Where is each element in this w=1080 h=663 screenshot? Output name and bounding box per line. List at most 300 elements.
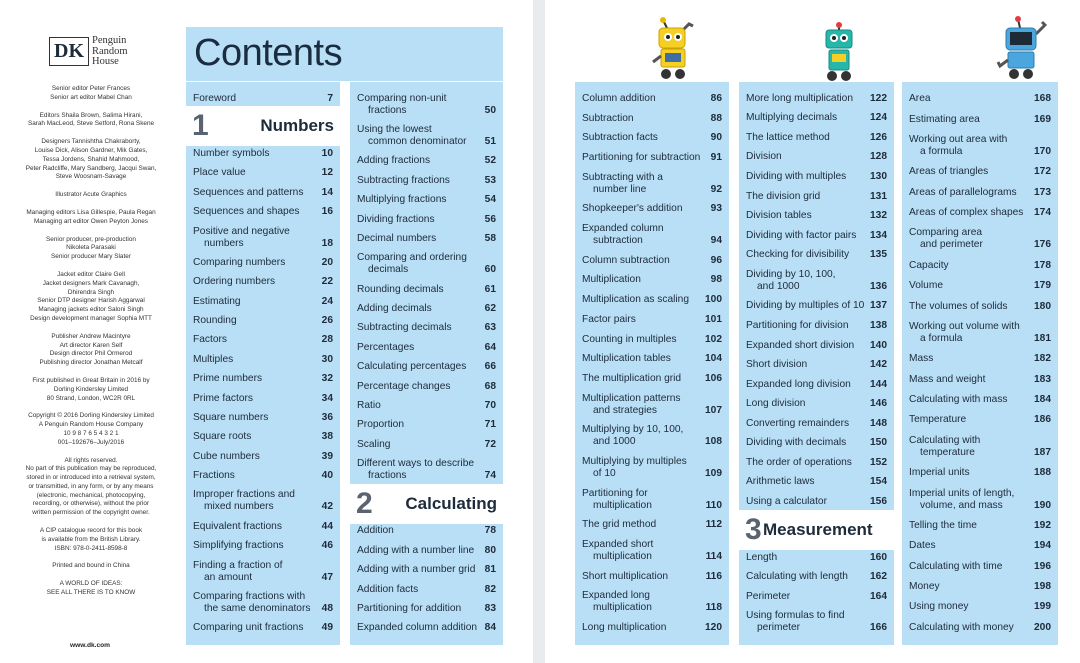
toc-entry[interactable] xyxy=(357,439,496,451)
toc-entry[interactable] xyxy=(909,280,1051,292)
toc-entry[interactable] xyxy=(746,320,887,332)
toc-entry-title: Multiplying by multiples xyxy=(582,455,687,467)
toc-entry-title: Adding decimals xyxy=(357,303,432,315)
toc-entry[interactable] xyxy=(746,340,887,352)
toc-page-number: 71 xyxy=(484,419,496,431)
toc-entry[interactable] xyxy=(582,132,722,144)
toc-entry-title: and strategies xyxy=(593,404,657,416)
toc-entry[interactable] xyxy=(357,525,496,537)
toc-entry[interactable] xyxy=(357,342,496,354)
toc-entry-title: Long division xyxy=(746,398,806,410)
credits-line: Sarah MacLeod, Steve Setford, Rona Skene xyxy=(27,120,155,128)
toc-entry[interactable] xyxy=(909,467,1051,479)
toc-entry-title: Areas of parallelograms xyxy=(909,186,1017,198)
toc-page-number: 184 xyxy=(1034,394,1051,406)
toc-page-number: 32 xyxy=(321,373,333,385)
toc-entry[interactable] xyxy=(357,381,496,393)
section-number: 1 xyxy=(192,109,209,143)
credits-line: Steve Woosnam-Savage xyxy=(55,173,127,181)
toc-entry[interactable] xyxy=(193,226,333,250)
toc-entry[interactable] xyxy=(357,584,496,596)
toc-page-number: 142 xyxy=(870,359,887,371)
toc-entry[interactable] xyxy=(582,223,722,247)
toc-entry[interactable] xyxy=(193,334,333,346)
toc-entry[interactable] xyxy=(746,300,887,312)
toc-entry-title: Temperature xyxy=(909,414,967,426)
toc-entry[interactable] xyxy=(357,400,496,412)
toc-entry[interactable] xyxy=(193,622,333,634)
credits-line: SEE ALL THERE IS TO KNOW xyxy=(46,589,136,597)
toc-entry-title: Partitioning for xyxy=(582,487,648,499)
credits-block xyxy=(16,85,166,103)
toc-page-number: 186 xyxy=(1034,414,1051,426)
toc-entry[interactable] xyxy=(193,591,333,615)
credits-block xyxy=(16,527,166,553)
toc-page-number: 180 xyxy=(1034,300,1051,312)
toc-entry[interactable] xyxy=(909,301,1051,313)
toc-entry[interactable] xyxy=(582,314,722,326)
toc-page-number: 169 xyxy=(1034,113,1051,125)
credits-line: Tessa Jordens, Shahid Mahmood, xyxy=(42,155,140,163)
credits-line: ISBN: 978-0-2411-8598-8 xyxy=(54,544,128,552)
toc-entry-title: Short division xyxy=(746,359,808,371)
toc-entry[interactable] xyxy=(909,520,1051,532)
toc-entry-title: Expanded short xyxy=(582,539,654,551)
toc-entry[interactable] xyxy=(746,171,887,183)
toc-page-number: 82 xyxy=(484,583,496,595)
toc-entry[interactable] xyxy=(746,191,887,203)
toc-entry[interactable] xyxy=(582,334,722,346)
credits-line: 10 9 8 7 6 5 4 3 2 1 xyxy=(63,429,119,437)
toc-page-number: 192 xyxy=(1034,519,1051,531)
toc-entry[interactable] xyxy=(357,194,496,206)
toc-entry[interactable] xyxy=(193,93,333,105)
toc-entry[interactable] xyxy=(193,257,333,269)
toc-page-number: 100 xyxy=(705,294,722,306)
toc-entry[interactable] xyxy=(909,394,1051,406)
toc-entry-title: Number symbols xyxy=(193,148,270,160)
toc-entry[interactable] xyxy=(909,353,1051,365)
toc-entry[interactable] xyxy=(746,210,887,222)
toc-entry[interactable] xyxy=(909,435,1051,459)
toc-entry[interactable] xyxy=(582,373,722,385)
toc-entry-title: Adding fractions xyxy=(357,155,431,167)
toc-entry[interactable] xyxy=(582,519,722,531)
toc-entry-title: Multiplying fractions xyxy=(357,194,447,206)
toc-entry-title: Length xyxy=(746,551,778,563)
toc-page-number: 70 xyxy=(484,399,496,411)
toc-entry-title: Calculating with mass xyxy=(909,394,1008,406)
toc-entry[interactable] xyxy=(582,353,722,365)
credits-line: Designers Tannishtha Chakraborty, xyxy=(41,138,141,146)
toc-entry[interactable] xyxy=(193,206,333,218)
toc-entry[interactable] xyxy=(357,303,496,315)
toc-page-number: 137 xyxy=(870,300,887,312)
toc-entry[interactable] xyxy=(746,457,887,469)
toc-entry-title: Partitioning for subtraction xyxy=(582,151,701,163)
toc-entry[interactable] xyxy=(746,230,887,242)
toc-page-number: 51 xyxy=(484,136,496,148)
toc-page-number: 190 xyxy=(1034,499,1051,511)
toc-page-number: 40 xyxy=(321,470,333,482)
toc-page-number: 118 xyxy=(705,602,722,614)
toc-entry-title: Adding with a number line xyxy=(357,544,475,556)
toc-entry[interactable] xyxy=(357,622,496,634)
toc-entry-title: Estimating area xyxy=(909,113,980,125)
robot-blue-icon xyxy=(996,16,1050,82)
toc-entry[interactable] xyxy=(357,564,496,576)
toc-entry[interactable] xyxy=(582,113,722,125)
toc-entry-title: Positive and negative xyxy=(193,225,290,237)
toc-entry-title: Sequences and shapes xyxy=(193,206,300,218)
credits-block xyxy=(16,191,166,200)
toc-entry[interactable] xyxy=(746,249,887,261)
toc-entry[interactable] xyxy=(909,622,1051,634)
toc-entry-title: Prime factors xyxy=(193,392,254,404)
credits-line: recording, or otherwise), without the prior xyxy=(32,500,150,508)
toc-page-number: 174 xyxy=(1034,207,1051,219)
toc-entry[interactable] xyxy=(746,151,887,163)
credits-block xyxy=(16,377,166,403)
toc-entry[interactable] xyxy=(357,284,496,296)
credits-line: Dhirendra Singh xyxy=(67,288,115,296)
toc-entry[interactable] xyxy=(746,591,887,603)
toc-entry[interactable] xyxy=(193,315,333,327)
toc-page-number: 196 xyxy=(1034,560,1051,572)
toc-entry[interactable] xyxy=(746,418,887,430)
toc-entry[interactable] xyxy=(357,155,496,167)
toc-entry[interactable] xyxy=(909,540,1051,552)
toc-page-number: 86 xyxy=(710,92,722,104)
credits-line: Senior art editor Mabel Chan xyxy=(50,93,132,101)
toc-page-number: 53 xyxy=(484,174,496,186)
toc-entry[interactable] xyxy=(193,540,333,552)
toc-entry[interactable] xyxy=(746,571,887,583)
toc-entry[interactable] xyxy=(582,539,722,563)
publisher-name: Penguin Random House xyxy=(92,35,128,67)
credits-block xyxy=(16,333,166,368)
toc-entry-title: volume, and mass xyxy=(920,499,1003,511)
toc-entry-title: Mass and weight xyxy=(909,373,986,385)
toc-entry[interactable] xyxy=(193,276,333,288)
toc-entry-title: Prime numbers xyxy=(193,373,263,385)
toc-page-number: 49 xyxy=(321,622,333,634)
toc-entry-title: Dividing with multiples xyxy=(746,171,847,183)
toc-entry[interactable] xyxy=(357,93,496,117)
toc-entry[interactable] xyxy=(582,255,722,267)
toc-entry[interactable] xyxy=(582,571,722,583)
toc-entry-title: Subtracting decimals xyxy=(357,322,452,334)
toc-entry[interactable] xyxy=(909,374,1051,386)
toc-entry[interactable] xyxy=(357,361,496,373)
toc-page-number: 62 xyxy=(484,303,496,315)
credits-line: A CIP catalogue record for this book xyxy=(39,527,143,535)
toc-entry-title: Comparing fractions with xyxy=(193,590,306,602)
toc-entry[interactable] xyxy=(582,152,722,164)
toc-page-number: 109 xyxy=(705,467,722,479)
toc-entry[interactable] xyxy=(357,233,496,245)
toc-entry[interactable] xyxy=(193,167,333,179)
credits-line: Dorling Kindersley Limited xyxy=(53,385,129,393)
toc-entry[interactable] xyxy=(357,175,496,187)
toc-entry[interactable] xyxy=(746,476,887,488)
toc-entry-title: Rounding decimals xyxy=(357,283,444,295)
toc-page-number: 16 xyxy=(321,206,333,218)
toc-entry[interactable] xyxy=(193,187,333,199)
toc-entry[interactable] xyxy=(909,166,1051,178)
toc-entry[interactable] xyxy=(746,496,887,508)
toc-entry-title: Using money xyxy=(909,601,969,613)
toc-entry[interactable] xyxy=(746,132,887,144)
credits-block xyxy=(16,457,166,519)
toc-entry-title: Comparing numbers xyxy=(193,256,286,268)
toc-entry-title: The division grid xyxy=(746,190,821,202)
credits-line: Senior editor Peter Frances xyxy=(51,85,131,92)
toc-entry[interactable] xyxy=(193,560,333,584)
credits-line: Senior DTP designer Harish Aggarwal xyxy=(37,297,145,305)
toc-page-number: 48 xyxy=(321,602,333,614)
credits-line: Senior producer Mary Slater xyxy=(51,253,131,261)
toc-entry-title: Working out area with xyxy=(909,133,1008,145)
toc-page-number: 80 xyxy=(484,544,496,556)
credits-line: Copyright © 2016 Dorling Kindersley Limited xyxy=(28,412,154,420)
toc-entry[interactable] xyxy=(909,93,1051,105)
toc-page-number: 66 xyxy=(484,361,496,373)
toc-entry[interactable] xyxy=(909,414,1051,426)
toc-entry[interactable] xyxy=(193,148,333,160)
toc-entry[interactable] xyxy=(746,437,887,449)
toc-entry[interactable] xyxy=(582,622,722,634)
toc-entry[interactable] xyxy=(909,260,1051,272)
toc-entry-title: multiplication xyxy=(593,551,652,563)
toc-page-number: 131 xyxy=(870,190,887,202)
toc-entry[interactable] xyxy=(582,590,722,614)
toc-page-number: 34 xyxy=(321,392,333,404)
toc-entry-title: Expanded short division xyxy=(746,339,855,351)
toc-page-number: 179 xyxy=(1034,280,1051,292)
toc-entry-title: Multiplication patterns xyxy=(582,392,681,404)
toc-entry[interactable] xyxy=(909,134,1051,158)
toc-page-number: 74 xyxy=(484,470,496,482)
toc-page-number: 132 xyxy=(870,210,887,222)
toc-page-number: 135 xyxy=(870,249,887,261)
toc-entry-title: a formula xyxy=(920,145,963,157)
toc-entry-title: Shopkeeper's addition xyxy=(582,203,683,215)
toc-entry-title: Imperial units of length, xyxy=(909,487,1015,499)
toc-entry-title: of 10 xyxy=(593,467,616,479)
toc-entry-title: Calculating with time xyxy=(909,560,1003,572)
toc-page-number: 54 xyxy=(484,194,496,206)
toc-entry[interactable] xyxy=(582,172,722,196)
toc-entry[interactable] xyxy=(909,207,1051,219)
toc-entry-title: Multiplying decimals xyxy=(746,112,838,124)
toc-page-number: 138 xyxy=(870,319,887,331)
toc-entry[interactable] xyxy=(909,187,1051,199)
credits-line: No part of this publication may be reproduced, xyxy=(25,465,157,473)
toc-entry-title: multiplication xyxy=(593,602,652,614)
toc-entry[interactable] xyxy=(909,561,1051,573)
credits-line: 001–192676–July/2016 xyxy=(57,438,125,446)
toc-page-number: 181 xyxy=(1034,332,1051,344)
toc-entry[interactable] xyxy=(193,489,333,513)
toc-entry[interactable] xyxy=(582,424,722,448)
toc-entry[interactable] xyxy=(193,373,333,385)
toc-entry-title: Expanded long division xyxy=(746,378,851,390)
credits-line: Louise Dick, Alison Gardner, Mik Gates, xyxy=(34,146,148,154)
toc-entry[interactable] xyxy=(357,322,496,334)
toc-entry-title: Dividing by 10, 100, xyxy=(746,268,836,280)
toc-page-number: 36 xyxy=(321,411,333,423)
page-title: Contents xyxy=(194,32,343,74)
toc-page-number: 42 xyxy=(321,501,333,513)
toc-entry-title: Proportion xyxy=(357,419,405,431)
toc-entry-title: fractions xyxy=(368,104,407,116)
toc-entry-title: Counting in multiples xyxy=(582,333,677,345)
toc-entry-title: Capacity xyxy=(909,259,949,271)
toc-page-number: 200 xyxy=(1034,621,1051,633)
toc-entry-title: Subtracting with a xyxy=(582,171,663,183)
toc-entry-title: Comparing and ordering xyxy=(357,252,467,264)
toc-entry-title: Checking for divisibility xyxy=(746,249,850,261)
toc-entry[interactable] xyxy=(193,451,333,463)
toc-page-number: 22 xyxy=(321,276,333,288)
toc-entry-title: Subtraction xyxy=(582,112,634,124)
toc-entry[interactable] xyxy=(582,93,722,105)
toc-entry[interactable] xyxy=(909,227,1051,251)
toc-page-number: 39 xyxy=(321,450,333,462)
toc-entry-title: Square numbers xyxy=(193,411,269,423)
toc-page-number: 84 xyxy=(484,622,496,634)
toc-page-number: 94 xyxy=(710,235,722,247)
toc-entry[interactable] xyxy=(193,393,333,405)
toc-page-number: 122 xyxy=(870,92,887,104)
toc-page-number: 72 xyxy=(484,438,496,450)
toc-page-number: 168 xyxy=(1034,93,1051,105)
credits xyxy=(16,85,166,607)
toc-entry[interactable] xyxy=(193,431,333,443)
toc-entry[interactable] xyxy=(582,203,722,215)
toc-page-number: 126 xyxy=(870,131,887,143)
credits-line: All rights reserved. xyxy=(64,456,118,464)
toc-entry-title: decimals xyxy=(368,264,409,276)
toc-entry-title: and perimeter xyxy=(920,239,983,251)
toc-page-number: 148 xyxy=(870,417,887,429)
toc-entry-title: Subtracting fractions xyxy=(357,174,450,186)
toc-entry[interactable] xyxy=(909,321,1051,345)
toc-entry-title: Division xyxy=(746,151,782,163)
toc-page-number: 114 xyxy=(705,551,722,563)
toc-entry[interactable] xyxy=(746,398,887,410)
toc-entry[interactable] xyxy=(582,274,722,286)
toc-entry-title: Different ways to describe xyxy=(357,458,475,470)
toc-entry[interactable] xyxy=(357,419,496,431)
toc-entry-title: Using formulas to find xyxy=(746,610,845,622)
toc-page-number: 144 xyxy=(870,378,887,390)
toc-entry[interactable] xyxy=(193,354,333,366)
toc-entry-title: The lattice method xyxy=(746,131,830,143)
credits-line: Publishing director Jonathan Metcalf xyxy=(39,359,143,367)
credits-block xyxy=(16,562,166,571)
toc-page-number: 160 xyxy=(870,551,887,563)
toc-entry[interactable] xyxy=(582,456,722,480)
toc-entry[interactable] xyxy=(909,601,1051,613)
toc-entry-title: The order of operations xyxy=(746,456,852,468)
toc-page-number: 164 xyxy=(870,590,887,602)
toc-entry[interactable] xyxy=(193,296,333,308)
toc-entry[interactable] xyxy=(357,545,496,557)
toc-entry[interactable] xyxy=(357,252,496,276)
toc-entry[interactable] xyxy=(357,124,496,148)
toc-page-number: 150 xyxy=(870,437,887,449)
toc-entry-title: Calculating with length xyxy=(746,571,848,583)
credits-block xyxy=(16,112,166,130)
toc-entry[interactable] xyxy=(193,470,333,482)
credits-line: Editors Shaila Brown, Salima Hirani, xyxy=(39,111,143,119)
toc-entry-title: Multiplication as scaling xyxy=(582,294,690,306)
section-name: Measurement xyxy=(763,519,873,539)
toc-entry-title: Areas of complex shapes xyxy=(909,207,1024,219)
toc-entry-title: Multiplying by 10, 100, xyxy=(582,424,684,436)
toc-entry-title: Expanded column addition xyxy=(357,622,478,634)
toc-page-number: 112 xyxy=(705,519,722,531)
toc-page-number: 78 xyxy=(484,525,496,537)
toc-entry[interactable] xyxy=(357,214,496,226)
credits-line: (electronic, mechanical, photocopying, xyxy=(36,491,146,499)
toc-entry[interactable] xyxy=(746,610,887,634)
toc-entry[interactable] xyxy=(357,458,496,482)
credits-line: Nikoleta Parasaki xyxy=(66,244,116,252)
toc-page-number: 172 xyxy=(1034,166,1051,178)
toc-entry[interactable] xyxy=(582,294,722,306)
toc-entry[interactable] xyxy=(193,521,333,533)
toc-entry[interactable] xyxy=(746,552,887,564)
toc-entry[interactable] xyxy=(582,393,722,417)
toc-entry-title: Perimeter xyxy=(746,590,791,602)
credits-line: or transmitted, in any form, or by any means xyxy=(28,482,154,490)
toc-entry-title: Dividing by multiples of 10 xyxy=(746,300,865,312)
toc-entry[interactable] xyxy=(193,412,333,424)
toc-page-number: 24 xyxy=(321,295,333,307)
toc-entry[interactable] xyxy=(746,93,887,105)
credits-line: Art director Karen Self xyxy=(59,341,123,349)
toc-entry-title: More long multiplication xyxy=(746,92,854,104)
toc-page-number: 106 xyxy=(705,372,722,384)
section-heading xyxy=(356,486,497,520)
toc-page-number: 93 xyxy=(710,203,722,215)
toc-entry[interactable] xyxy=(746,269,887,293)
toc-entry-title: Working out volume with xyxy=(909,320,1020,332)
toc-page-number: 130 xyxy=(870,171,887,183)
toc-entry[interactable] xyxy=(909,488,1051,512)
toc-entry[interactable] xyxy=(909,581,1051,593)
credits-line: Illustrator Acute Graphics xyxy=(55,191,127,199)
toc-page-number: 173 xyxy=(1034,186,1051,198)
toc-entry-title: Telling the time xyxy=(909,519,977,531)
toc-entry[interactable] xyxy=(909,114,1051,126)
toc-page-number: 176 xyxy=(1034,239,1051,251)
toc-entry[interactable] xyxy=(357,603,496,615)
section-name: Numbers xyxy=(260,116,334,136)
toc-entry[interactable] xyxy=(746,379,887,391)
toc-entry-title: Comparing area xyxy=(909,227,983,239)
section-number: 3 xyxy=(745,512,762,546)
credits-block xyxy=(16,138,166,182)
toc-page-number: 128 xyxy=(870,151,887,163)
toc-entry[interactable] xyxy=(746,359,887,371)
toc-entry-title: fractions xyxy=(368,470,407,482)
toc-entry[interactable] xyxy=(746,112,887,124)
toc-entry[interactable] xyxy=(582,488,722,512)
